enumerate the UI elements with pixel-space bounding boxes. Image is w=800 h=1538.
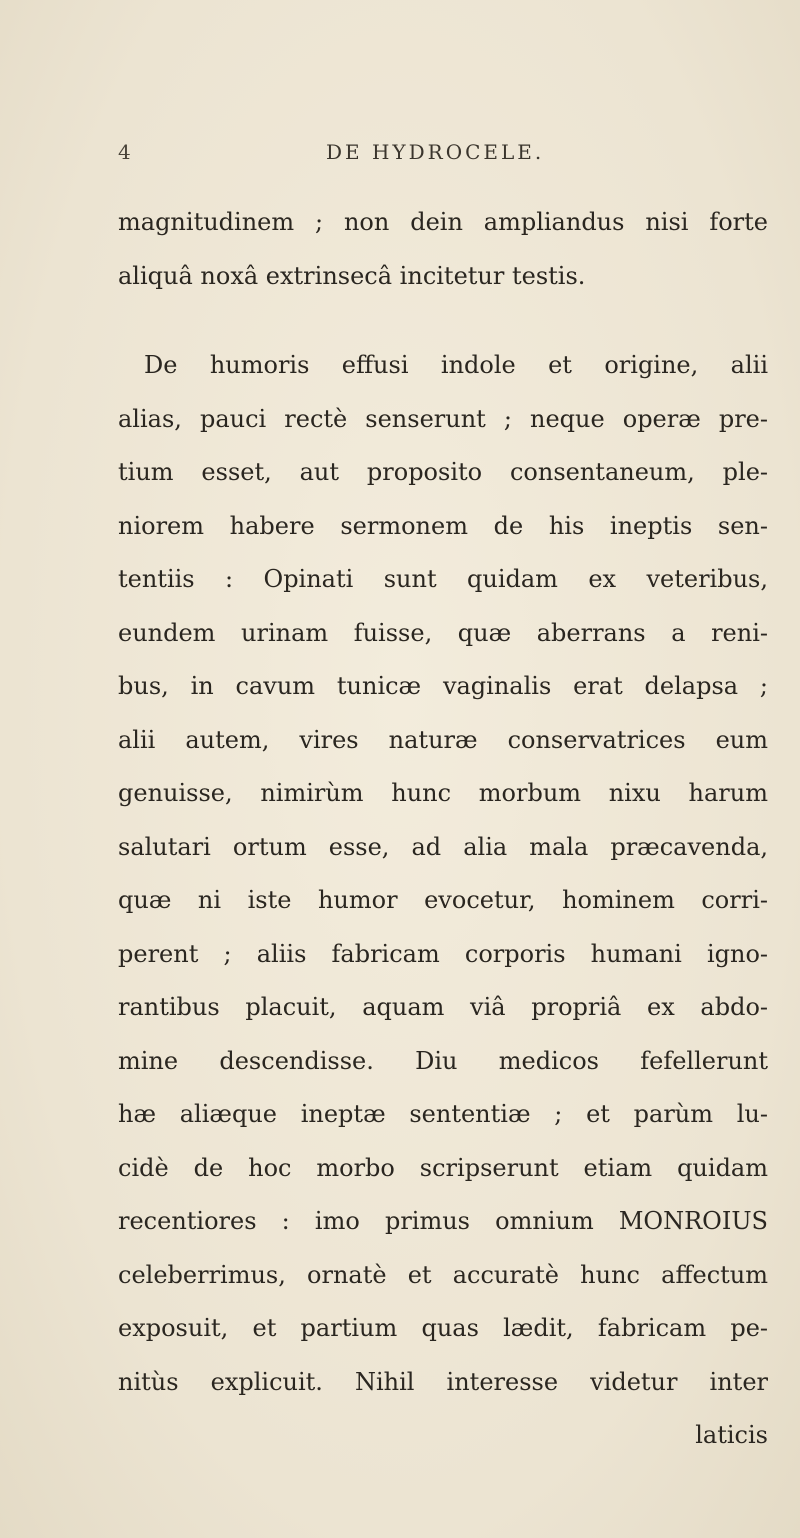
- text-line: salutari ortum esse, ad alia mala præcavenda,: [118, 832, 768, 861]
- text-line: bus, in cavum tunicæ vaginalis erat delapsa ;: [118, 672, 768, 700]
- text-line: tentiis : Opinati sunt quidam ex veteribus,: [118, 565, 768, 593]
- text-line: perent ; aliis fabricam corporis humani igno-: [118, 939, 768, 968]
- page-header: [0, 132, 800, 172]
- catchword: laticis: [695, 1421, 768, 1449]
- text-line: magnitudinem ; non dein ampliandus nisi forte: [118, 208, 768, 236]
- body-text: [118, 196, 768, 1463]
- text-line: mine descendisse. Diu medicos fefellerunt: [118, 1046, 768, 1075]
- text-line: hæ aliæque ineptæ sententiæ ; et parùm lu-: [118, 1100, 768, 1128]
- page-number: 4: [118, 140, 131, 164]
- text-line: cidè de hoc morbo scripserunt etiam quidam: [118, 1153, 768, 1182]
- text-line: alias, pauci rectè senserunt ; neque operæ pre-: [118, 404, 768, 433]
- paragraph-start-line: De humoris effusi indole et origine, alii: [144, 351, 768, 379]
- text-line: eundem urinam fuisse, quæ aberrans a reni-: [118, 618, 768, 647]
- running-head: DE HYDROCELE.: [326, 140, 545, 164]
- text-line: niorem habere sermonem de his ineptis sen-: [118, 511, 768, 540]
- text-line: nitùs explicuit. Nihil interesse videtur inter: [118, 1367, 768, 1396]
- text-line: quæ ni iste humor evocetur, hominem corri-: [118, 886, 768, 914]
- text-line: genuisse, nimirùm hunc morbum nixu harum: [118, 779, 768, 807]
- text-line: rantibus placuit, aquam viâ propriâ ex abdo-: [118, 993, 768, 1021]
- text-line: recentiores : imo primus omnium MONROIUS: [118, 1207, 768, 1235]
- text-line: alii autem, vires naturæ conservatrices eum: [118, 725, 768, 754]
- text-line: exposuit, et partium quas lædit, fabricam pe-: [118, 1314, 768, 1342]
- text-line: celeberrimus, ornatè et accuratè hunc affectum: [118, 1260, 768, 1289]
- text-line: aliquâ noxâ extrinsecâ incitetur testis.: [118, 261, 586, 290]
- text-line: tium esset, aut proposito consentaneum, ple-: [118, 458, 768, 486]
